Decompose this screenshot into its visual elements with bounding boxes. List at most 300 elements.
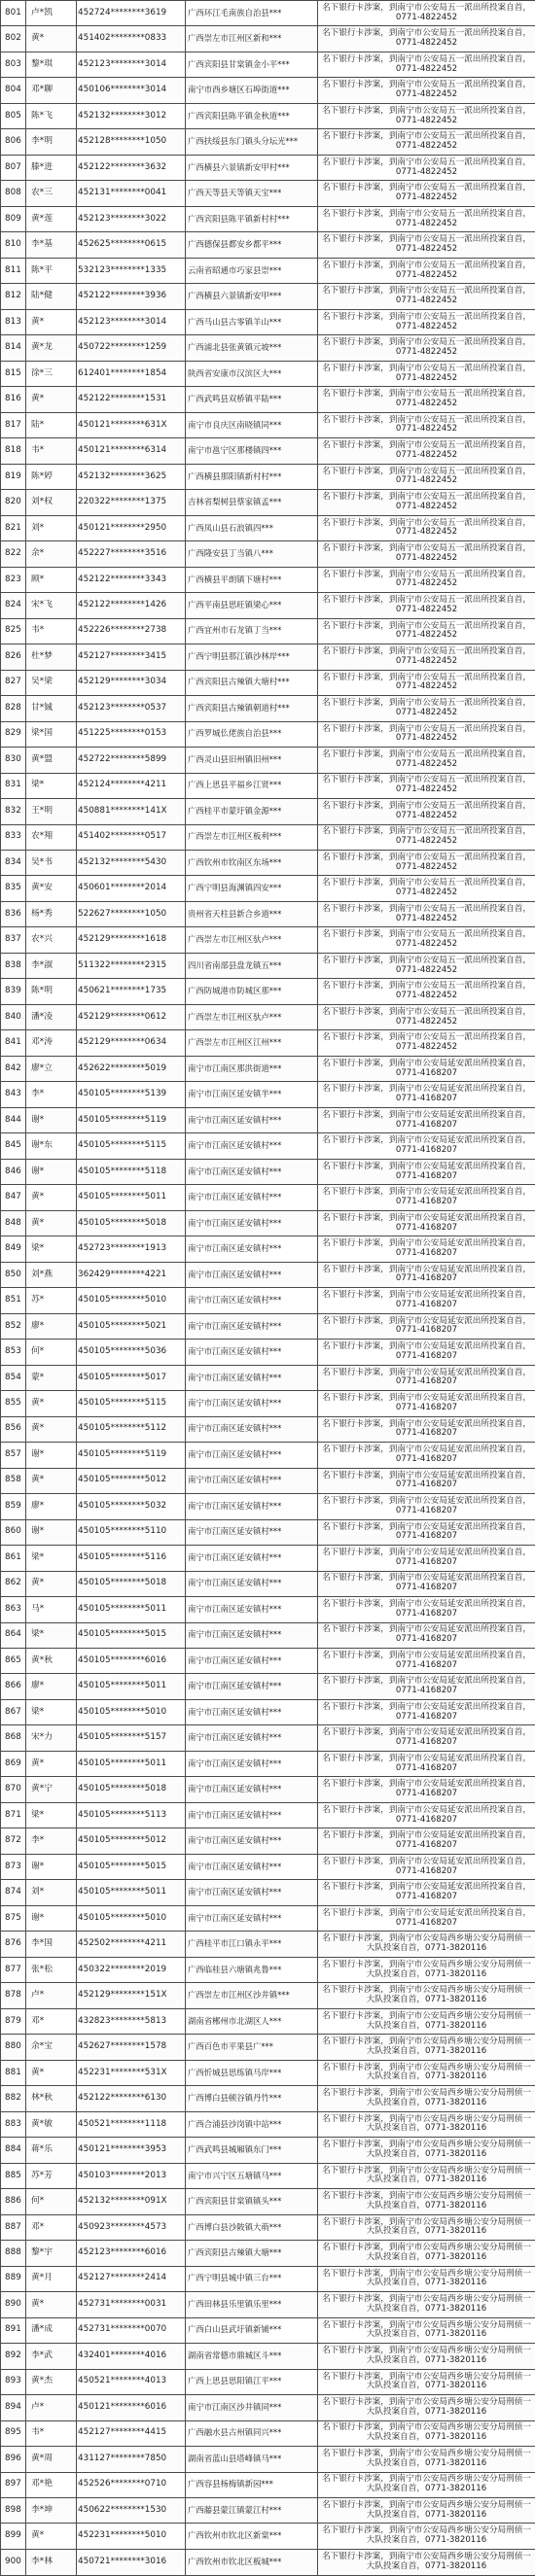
address: 广西宁明县城中镇三台*** <box>186 2266 318 2291</box>
person-name: 刘* <box>26 515 77 540</box>
row-number: 852 <box>1 1313 26 1339</box>
surrender-notice: 名下银行卡涉案，到南宁市公安局五一派出所投案自首，0771-4822452 <box>318 618 535 644</box>
id-number: 450105********5115 <box>77 1391 186 1416</box>
surrender-notice: 名下银行卡涉案，到南宁市公安局五一派出所投案自首，0771-4822452 <box>318 464 535 489</box>
person-name: 谢* <box>26 1854 77 1879</box>
address: 南宁市江南区延安镇半*** <box>186 1082 318 1107</box>
address: 南宁市江南区延安镇村*** <box>186 1262 318 1287</box>
surrender-notice: 名下银行卡涉案，到南宁市公安局延安派出所投案自首，0771-4168207 <box>318 1622 535 1648</box>
address: 广西博白县沙陂镇大萌*** <box>186 2214 318 2240</box>
id-number: 450121********2950 <box>77 515 186 540</box>
person-name: 黄* <box>26 1210 77 1236</box>
id-number: 452731********0031 <box>77 2292 186 2317</box>
address: 广西环江毛南族自治县*** <box>186 1 318 26</box>
id-number: 452128********1050 <box>77 129 186 155</box>
person-name: 卢* <box>26 2395 77 2420</box>
person-name: 黄* <box>26 1416 77 1442</box>
table-row <box>1 1443 535 1468</box>
address: 广西藤县蒙江镇蒙江村*** <box>186 2497 318 2523</box>
surrender-notice: 名下银行卡涉案，到南宁市公安局西乡塘公安分局刑侦一大队投案自首，0771-3820116 <box>318 2497 535 2523</box>
table-row <box>1 2549 535 2575</box>
person-name: 王*明 <box>26 799 77 824</box>
id-number: 450105********5018 <box>77 1571 186 1596</box>
table-row <box>1 2524 535 2549</box>
person-name: 潘*凌 <box>26 1004 77 1029</box>
person-name: 陈*飞 <box>26 103 77 128</box>
address: 广西上思县思阳镇江平*** <box>186 2369 318 2394</box>
address: 广西宁明县海渊镇四安*** <box>186 876 318 901</box>
table-row <box>1 335 535 361</box>
table-row <box>1 1932 535 1957</box>
address: 广西浦北县张黄镇元坡*** <box>186 335 318 361</box>
table-row <box>1 876 535 901</box>
row-number: 886 <box>1 2189 26 2214</box>
person-name: 苏*芳 <box>26 2163 77 2188</box>
address: 南宁市江南区延安镇村*** <box>186 1546 318 1571</box>
person-name: 黄*莲 <box>26 206 77 231</box>
row-number: 858 <box>1 1468 26 1493</box>
surrender-notice: 名下银行卡涉案，到南宁市公安局五一派出所投案自首，0771-4822452 <box>318 593 535 618</box>
address: 南宁市江南区沙井镇同*** <box>186 2395 318 2420</box>
row-number: 853 <box>1 1340 26 1365</box>
person-name: 黄*杰 <box>26 2369 77 2394</box>
row-number: 881 <box>1 2060 26 2085</box>
table-row <box>1 1340 535 1365</box>
row-number: 810 <box>1 232 26 258</box>
person-name: 谢* <box>26 1443 77 1468</box>
id-number: 450105********5012 <box>77 1468 186 1493</box>
surrender-notice: 名下银行卡涉案，到南宁市公安局延安派出所投案自首，0771-4168207 <box>318 1725 535 1751</box>
row-number: 869 <box>1 1751 26 1776</box>
person-name: 黎*琪 <box>26 52 77 77</box>
person-name: 廖* <box>26 1674 77 1699</box>
person-name: 黄*龙 <box>26 335 77 361</box>
surrender-notice: 名下银行卡涉案，到南宁市公安局五一派出所投案自首，0771-4822452 <box>318 309 535 334</box>
address: 广西横县六景镇新安甲村*** <box>186 155 318 180</box>
surrender-notice: 名下银行卡涉案，到南宁市公安局西乡塘公安分局刑侦一大队投案自首，0771-3820116 <box>318 2086 535 2111</box>
table-row <box>1 309 535 334</box>
address: 广西宾阳县古辣镇朝道村*** <box>186 696 318 721</box>
row-number: 813 <box>1 309 26 334</box>
surrender-notice: 名下银行卡涉案，到南宁市公安局西乡塘公安分局刑侦一大队投案自首，0771-3820116 <box>318 2420 535 2446</box>
table-row <box>1 1597 535 1622</box>
surrender-notice: 名下银行卡涉案，到南宁市公安局五一派出所投案自首，0771-4822452 <box>318 927 535 953</box>
id-number: 220322********1375 <box>77 490 186 515</box>
table-row <box>1 1 535 26</box>
surrender-notice: 名下银行卡涉案，到南宁市公安局延安派出所投案自首，0771-4168207 <box>318 1905 535 1931</box>
person-name: 黎*宇 <box>26 2241 77 2266</box>
table-row <box>1 1056 535 1081</box>
address: 南宁市江南区延安镇村*** <box>186 1854 318 1879</box>
address: 陕西省安康市汉滨区大*** <box>186 361 318 386</box>
table-row <box>1 1751 535 1776</box>
id-number: 452127********4415 <box>77 2420 186 2446</box>
id-number: 452122********1426 <box>77 593 186 618</box>
surrender-notice: 名下银行卡涉案，到南宁市公安局五一派出所投案自首，0771-4822452 <box>318 773 535 798</box>
address: 广西宜州市石龙镇丁当*** <box>186 618 318 644</box>
id-number: 452132********3625 <box>77 464 186 489</box>
address: 广西罗城仫佬族自治县*** <box>186 721 318 747</box>
address: 南宁市江南区延安镇村*** <box>186 1185 318 1210</box>
surrender-notice: 名下银行卡涉案，到南宁市公安局西乡塘公安分局刑侦一大队投案自首，0771-3820116 <box>318 2138 535 2163</box>
row-number: 805 <box>1 103 26 128</box>
address: 广西田林县乐里镇乐里*** <box>186 2292 318 2317</box>
address: 广西德保县都安乡都平*** <box>186 232 318 258</box>
id-number: 452129********0634 <box>77 1030 186 1056</box>
person-name: 宋*力 <box>26 1725 77 1751</box>
table-row <box>1 258 535 283</box>
address: 南宁市江南区延安镇村*** <box>186 1571 318 1596</box>
row-number: 816 <box>1 387 26 412</box>
table-row <box>1 1674 535 1699</box>
table-row <box>1 515 535 540</box>
table-row <box>1 155 535 180</box>
row-number: 875 <box>1 1905 26 1931</box>
id-number: 452129********0612 <box>77 1004 186 1029</box>
address: 南宁市江南区延安镇村*** <box>186 1133 318 1159</box>
surrender-notice: 名下银行卡涉案，到南宁市公安局延安派出所投案自首，0771-4168207 <box>318 1133 535 1159</box>
table-row <box>1 1905 535 1931</box>
id-number: 362429********4221 <box>77 1262 186 1287</box>
address: 南宁市良庆区南晓镇同*** <box>186 412 318 437</box>
address: 广西白山县武圩镇新铺*** <box>186 2317 318 2343</box>
surrender-notice: 名下银行卡涉案，到南宁市公安局五一派出所投案自首，0771-4822452 <box>318 155 535 180</box>
person-name: 邓*聊 <box>26 78 77 103</box>
surrender-notice: 名下银行卡涉案，到南宁市公安局延安派出所投案自首，0771-4168207 <box>318 1159 535 1184</box>
row-number: 830 <box>1 748 26 773</box>
id-number: 450105********5116 <box>77 1546 186 1571</box>
id-number: 452127********2414 <box>77 2266 186 2291</box>
table-row <box>1 1519 535 1545</box>
address: 广西隆安县丁当镇八*** <box>186 541 318 567</box>
surrender-notice: 名下银行卡涉案，到南宁市公安局五一派出所投案自首，0771-4822452 <box>318 129 535 155</box>
surrender-notice: 名下银行卡涉案，到南宁市公安局延安派出所投案自首，0771-4168207 <box>318 1056 535 1081</box>
id-number: 612401********1854 <box>77 361 186 386</box>
id-number: 450105********5157 <box>77 1725 186 1751</box>
address: 广西钦州市钦南区东场*** <box>186 850 318 875</box>
surrender-notice: 名下银行卡涉案，到南宁市公安局五一派出所投案自首，0771-4822452 <box>318 438 535 464</box>
address: 广西融水县古州镇同兴*** <box>186 2420 318 2446</box>
person-name: 徐*三 <box>26 361 77 386</box>
surrender-notice: 名下银行卡涉案，到南宁市公安局延安派出所投案自首，0771-4168207 <box>318 1262 535 1287</box>
address: 南宁市江南区延安镇村*** <box>186 1802 318 1828</box>
id-number: 450521********4013 <box>77 2369 186 2394</box>
row-number: 876 <box>1 1932 26 1957</box>
surrender-notice: 名下银行卡涉案，到南宁市公安局五一派出所投案自首，0771-4822452 <box>318 52 535 77</box>
address: 南宁市江南区那洪街道*** <box>186 1056 318 1081</box>
id-number: 450105********5112 <box>77 1416 186 1442</box>
id-number: 450121********631X <box>77 412 186 437</box>
surrender-notice: 名下银行卡涉案，到南宁市公安局延安派出所投案自首，0771-4168207 <box>318 1365 535 1390</box>
row-number: 811 <box>1 258 26 283</box>
table-row <box>1 129 535 155</box>
surrender-notice: 名下银行卡涉案，到南宁市公安局西乡塘公安分局刑侦一大队投案自首，0771-3820116 <box>318 2214 535 2240</box>
address: 南宁市江南区延安镇村*** <box>186 1622 318 1648</box>
person-name: 黄* <box>26 1751 77 1776</box>
person-name: 梁* <box>26 773 77 798</box>
row-number: 864 <box>1 1622 26 1648</box>
row-number: 834 <box>1 850 26 875</box>
address: 广西崇左市江州区江州*** <box>186 1030 318 1056</box>
address: 南宁市江南区延安镇村*** <box>186 1288 318 1313</box>
table-row <box>1 799 535 824</box>
table-row <box>1 1262 535 1287</box>
table-row <box>1 1391 535 1416</box>
person-name: 李* <box>26 1828 77 1854</box>
surrender-notice: 名下银行卡涉案，到南宁市公安局西乡塘公安分局刑侦一大队投案自首，0771-3820116 <box>318 2317 535 2343</box>
person-name: 李*明 <box>26 129 77 155</box>
row-number: 801 <box>1 1 26 26</box>
person-name: 甘*铖 <box>26 696 77 721</box>
address: 南宁市江南区延安镇村*** <box>186 1443 318 1468</box>
address: 南宁市江南区延安镇村*** <box>186 1365 318 1390</box>
row-number: 889 <box>1 2266 26 2291</box>
row-number: 809 <box>1 206 26 231</box>
surrender-notice: 名下银行卡涉案，到南宁市公安局西乡塘公安分局刑侦一大队投案自首，0771-3820116 <box>318 2292 535 2317</box>
table-row <box>1 1622 535 1648</box>
id-number: 452231********5010 <box>77 2524 186 2549</box>
table-row <box>1 2420 535 2446</box>
id-number: 452622********5019 <box>77 1056 186 1081</box>
row-number: 832 <box>1 799 26 824</box>
table-row <box>1 1880 535 1905</box>
table-row <box>1 1802 535 1828</box>
table-row <box>1 1957 535 1982</box>
address: 南宁市江南区延安镇村*** <box>186 1880 318 1905</box>
person-name: 邓*涛 <box>26 1030 77 1056</box>
surrender-notice: 名下银行卡涉案，到南宁市公安局五一派出所投案自首，0771-4822452 <box>318 361 535 386</box>
table-row <box>1 721 535 747</box>
table-row <box>1 644 535 670</box>
row-number: 893 <box>1 2369 26 2394</box>
id-number: 450105********5119 <box>77 1443 186 1468</box>
person-name: 杨*秀 <box>26 901 77 926</box>
address: 广西崇左市江州区驮卢*** <box>186 1004 318 1029</box>
row-number: 818 <box>1 438 26 464</box>
row-number: 803 <box>1 52 26 77</box>
row-number: 845 <box>1 1133 26 1159</box>
surrender-notice: 名下银行卡涉案，到南宁市公安局五一派出所投案自首，0771-4822452 <box>318 1030 535 1056</box>
row-number: 891 <box>1 2317 26 2343</box>
person-name: 卢*凯 <box>26 1 77 26</box>
person-name: 黄* <box>26 2292 77 2317</box>
id-number: 452122********3632 <box>77 155 186 180</box>
person-name: 李*武 <box>26 2344 77 2369</box>
person-name: 黄* <box>26 1468 77 1493</box>
surrender-notice: 名下银行卡涉案，到南宁市公安局五一派出所投案自首，0771-4822452 <box>318 670 535 695</box>
table-row <box>1 52 535 77</box>
person-name: 韦* <box>26 2420 77 2446</box>
person-name: 黄* <box>26 2524 77 2549</box>
id-number: 452124********4211 <box>77 773 186 798</box>
id-number: 450105********5017 <box>77 1365 186 1390</box>
id-number: 452627********1578 <box>77 2035 186 2060</box>
address: 广西宾阳县陈平镇新村村*** <box>186 206 318 231</box>
row-number: 824 <box>1 593 26 618</box>
person-name: 黄* <box>26 387 77 412</box>
row-number: 849 <box>1 1236 26 1262</box>
surrender-notice: 名下银行卡涉案，到南宁市公安局西乡塘公安分局刑侦一大队投案自首，0771-3820116 <box>318 2549 535 2575</box>
person-name: 梁* <box>26 1622 77 1648</box>
table-row <box>1 824 535 850</box>
person-name: 梁* <box>26 1699 77 1724</box>
person-name: 蒋*乐 <box>26 2138 77 2163</box>
id-number: 522627********1050 <box>77 901 186 926</box>
person-name: 黄*盟 <box>26 748 77 773</box>
table-row <box>1 567 535 592</box>
surrender-notice: 名下银行卡涉案，到南宁市公安局西乡塘公安分局刑侦一大队投案自首，0771-3820116 <box>318 2344 535 2369</box>
address: 南宁市江南区延安镇村*** <box>186 1416 318 1442</box>
table-row <box>1 2497 535 2523</box>
id-number: 450923********4573 <box>77 2214 186 2240</box>
person-name: 黄* <box>26 1391 77 1416</box>
person-name: 刘*燕 <box>26 1262 77 1287</box>
surrender-notice: 名下银行卡涉案，到南宁市公安局延安派出所投案自首，0771-4168207 <box>318 1751 535 1776</box>
surrender-notice: 名下银行卡涉案，到南宁市公安局延安派出所投案自首，0771-4168207 <box>318 1185 535 1210</box>
person-name: 宋*飞 <box>26 593 77 618</box>
table-row <box>1 1210 535 1236</box>
id-number: 450105********5010 <box>77 1699 186 1724</box>
surrender-notice: 名下银行卡涉案，到南宁市公安局西乡塘公安分局刑侦一大队投案自首，0771-3820116 <box>318 2524 535 2549</box>
address: 广西武鸣县双桥镇平陆*** <box>186 387 318 412</box>
address: 南宁市江南区延安镇村*** <box>186 1649 318 1674</box>
row-number: 829 <box>1 721 26 747</box>
surrender-notice: 名下银行卡涉案，到南宁市公安局五一派出所投案自首，0771-4822452 <box>318 644 535 670</box>
address: 广西横县六景镇新安甲*** <box>186 284 318 309</box>
table-row <box>1 78 535 103</box>
address: 南宁市江南区延安镇村*** <box>186 1313 318 1339</box>
row-number: 823 <box>1 567 26 592</box>
row-number: 820 <box>1 490 26 515</box>
person-name: 农*翔 <box>26 824 77 850</box>
row-number: 887 <box>1 2214 26 2240</box>
surrender-notice: 名下银行卡涉案，到南宁市公安局延安派出所投案自首，0771-4168207 <box>318 1854 535 1879</box>
table-row <box>1 850 535 875</box>
address: 广西钦州市钦北区板城*** <box>186 2549 318 2575</box>
address: 广西崇左市江州区板利*** <box>186 824 318 850</box>
surrender-notice: 名下银行卡涉案，到南宁市公安局西乡塘公安分局刑侦一大队投案自首，0771-3820116 <box>318 2189 535 2214</box>
row-number: 841 <box>1 1030 26 1056</box>
table-row <box>1 953 535 978</box>
table-row <box>1 1416 535 1442</box>
surrender-notice: 名下银行卡涉案，到南宁市公安局延安派出所投案自首，0771-4168207 <box>318 1443 535 1468</box>
surrender-notice: 名下银行卡涉案，到南宁市公安局五一派出所投案自首，0771-4822452 <box>318 721 535 747</box>
address: 广西宾阳县陈平镇金秋道*** <box>186 103 318 128</box>
address: 广西博白县顿谷镇丹竹*** <box>186 2086 318 2111</box>
id-number: 450105********5118 <box>77 1159 186 1184</box>
address: 广西马山县古零镇羊山*** <box>186 309 318 334</box>
address: 南宁市江南区延安镇村*** <box>186 1699 318 1724</box>
table-row <box>1 927 535 953</box>
surrender-notice: 名下银行卡涉案，到南宁市公安局延安派出所投案自首，0771-4168207 <box>318 1802 535 1828</box>
row-number: 880 <box>1 2035 26 2060</box>
surrender-notice: 名下银行卡涉案，到南宁市公安局五一派出所投案自首，0771-4822452 <box>318 78 535 103</box>
id-number: 450105********5119 <box>77 1107 186 1132</box>
table-row <box>1 1468 535 1493</box>
person-name: 刘*权 <box>26 490 77 515</box>
id-number: 450121********3953 <box>77 2138 186 2163</box>
table-row <box>1 1828 535 1854</box>
surrender-notice: 名下银行卡涉案，到南宁市公安局西乡塘公安分局刑侦一大队投案自首，0771-3820116 <box>318 2008 535 2034</box>
person-name: 黄*月 <box>26 2266 77 2291</box>
id-number: 450721********3016 <box>77 2549 186 2575</box>
address: 广西宾阳县古辣镇大塘村*** <box>186 670 318 695</box>
person-name: 李*坤 <box>26 2497 77 2523</box>
row-number: 804 <box>1 78 26 103</box>
id-number: 452127********3415 <box>77 644 186 670</box>
id-number: 431127********7850 <box>77 2447 186 2472</box>
id-number: 511322********2315 <box>77 953 186 978</box>
surrender-notice: 名下银行卡涉案，到南宁市公安局五一派出所投案自首，0771-4822452 <box>318 232 535 258</box>
person-name: 李*淑 <box>26 953 77 978</box>
address: 南宁市兴宁区五塘镇马*** <box>186 2163 318 2188</box>
row-number: 814 <box>1 335 26 361</box>
row-number: 885 <box>1 2163 26 2188</box>
id-number: 452131********0041 <box>77 181 186 206</box>
row-number: 831 <box>1 773 26 798</box>
person-name: 林*秋 <box>26 2086 77 2111</box>
row-number: 843 <box>1 1082 26 1107</box>
row-number: 870 <box>1 1777 26 1802</box>
row-number: 846 <box>1 1159 26 1184</box>
row-number: 815 <box>1 361 26 386</box>
address: 南宁市江南区延安镇村*** <box>186 1519 318 1545</box>
person-name: 苏* <box>26 1288 77 1313</box>
address: 广西平南县思旺镇梁心*** <box>186 593 318 618</box>
id-number: 450322********2019 <box>77 1957 186 1982</box>
surrender-notice: 名下银行卡涉案，到南宁市公安局延安派出所投案自首，0771-4168207 <box>318 1494 535 1519</box>
row-number: 872 <box>1 1828 26 1854</box>
surrender-notice: 名下银行卡涉案，到南宁市公安局五一派出所投案自首，0771-4822452 <box>318 901 535 926</box>
address: 广西容县杨梅镇新园*** <box>186 2472 318 2497</box>
row-number: 851 <box>1 1288 26 1313</box>
address: 广西天等县天等镇天宝*** <box>186 181 318 206</box>
id-number: 450105********5015 <box>77 1622 186 1648</box>
row-number: 873 <box>1 1854 26 1879</box>
table-row <box>1 901 535 926</box>
row-number: 862 <box>1 1571 26 1596</box>
address: 广西宁明县那江镇沙林岸*** <box>186 644 318 670</box>
table-row <box>1 2292 535 2317</box>
surrender-notice: 名下银行卡涉案，到南宁市公安局延安派出所投案自首，0771-4168207 <box>318 1236 535 1262</box>
table-row <box>1 2189 535 2214</box>
surrender-notice: 名下银行卡涉案，到南宁市公安局五一派出所投案自首，0771-4822452 <box>318 258 535 283</box>
row-number: 888 <box>1 2241 26 2266</box>
row-number: 897 <box>1 2472 26 2497</box>
surrender-notice: 名下银行卡涉案，到南宁市公安局西乡塘公安分局刑侦一大队投案自首，0771-3820116 <box>318 1932 535 1957</box>
surrender-notice: 名下银行卡涉案，到南宁市公安局延安派出所投案自首，0771-4168207 <box>318 1107 535 1132</box>
person-name: 韦* <box>26 438 77 464</box>
person-name: 余* <box>26 541 77 567</box>
surrender-notice: 名下银行卡涉案，到南宁市公安局五一派出所投案自首，0771-4822452 <box>318 953 535 978</box>
row-number: 878 <box>1 1983 26 2008</box>
row-number: 828 <box>1 696 26 721</box>
row-number: 882 <box>1 2086 26 2111</box>
person-name: 卢* <box>26 1983 77 2008</box>
table-row <box>1 26 535 52</box>
id-number: 450105********5021 <box>77 1313 186 1339</box>
row-number: 896 <box>1 2447 26 2472</box>
row-number: 900 <box>1 2549 26 2575</box>
surrender-notice: 名下银行卡涉案，到南宁市公安局延安派出所投案自首，0771-4168207 <box>318 1468 535 1493</box>
table-row <box>1 541 535 567</box>
surrender-notice: 名下银行卡涉案，到南宁市公安局五一派出所投案自首，0771-4822452 <box>318 490 535 515</box>
id-number: 452129********1618 <box>77 927 186 953</box>
surrender-notice: 名下银行卡涉案，到南宁市公安局延安派出所投案自首，0771-4168207 <box>318 1777 535 1802</box>
person-name: 余*宝 <box>26 2035 77 2060</box>
id-number: 452722********5899 <box>77 748 186 773</box>
address: 南宁市江南区延安镇村*** <box>186 1828 318 1854</box>
